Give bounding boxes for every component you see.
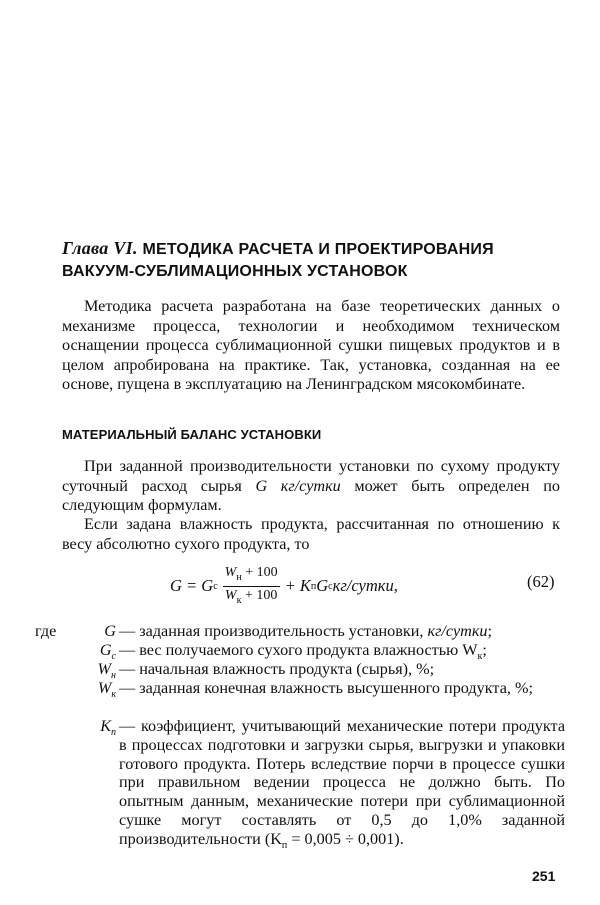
def1-text-a: — вес получаемого сухого продукта влажностью W bbox=[119, 641, 478, 659]
def0-text-a: — заданная производительность установки, bbox=[119, 622, 428, 640]
definition-item bbox=[35, 622, 565, 641]
def3-text: — заданная конечная влажность высушенного продукта, %; bbox=[119, 679, 533, 697]
def0-text bbox=[119, 622, 565, 641]
formula-plus-k: + K bbox=[284, 576, 311, 595]
formula-unit: кг/сутки, bbox=[332, 576, 398, 595]
def1-sym: G bbox=[99, 641, 112, 659]
def4-sym: K bbox=[100, 717, 111, 735]
def2-sub: н bbox=[111, 670, 116, 682]
formula-sub-c: с bbox=[213, 580, 218, 592]
paragraph-1 bbox=[62, 457, 560, 516]
equation-number: (62) bbox=[527, 572, 555, 591]
where-word: где bbox=[35, 622, 57, 640]
def0-sym: G bbox=[104, 622, 116, 640]
num-rest: + 100 bbox=[241, 564, 278, 580]
def-symbol bbox=[35, 679, 116, 705]
den-rest: + 100 bbox=[241, 587, 278, 603]
def4-text-a: — коэффициент, учитывающий механические потери продукта в процессах подготовки и загрузки сырья, выгрузки и упаковки готового продукта. Потерь вследствие порчи в процессе сушки при правильном ведении процесса не должно быть. По опытным данным, механические потери при сублимационной сушке могут составлять от 0,5 до 1,0% заданной производительности (K bbox=[119, 717, 565, 848]
formula-lhs: G = G bbox=[170, 576, 214, 595]
formula-numerator bbox=[223, 564, 280, 587]
para1-text-a: При заданной производительности установки по сухому продукту суточный расход сырья bbox=[62, 457, 560, 495]
para1-text-b: может быть определен по следующим формулам. bbox=[62, 476, 560, 515]
def-symbol bbox=[35, 622, 116, 641]
def2-text: — начальная влажность продукта (сырья), %; bbox=[119, 660, 435, 678]
def1-extra: ; bbox=[482, 641, 487, 659]
def-symbol bbox=[35, 717, 116, 743]
section-heading: МАТЕРИАЛЬНЫЙ БАЛАНС УСТАНОВКИ bbox=[62, 427, 322, 442]
def3-sym: W bbox=[97, 679, 112, 697]
def0-text-b: ; bbox=[487, 622, 493, 640]
formula-sub-p: п bbox=[310, 580, 317, 592]
formula-sub-c2: с bbox=[328, 580, 333, 592]
num-w: W bbox=[224, 564, 237, 580]
paragraph-2: Если задана влажность продукта, рассчитанная по отношению к весу абсолютно сухого продукта, то bbox=[62, 515, 560, 553]
intro-paragraph: Методика расчета разработана на базе теоретических данных о механизме процесса, технологии и необходимом техническом оснащении процесса сублимационной сушки пищевых продуктов и в целом апробирована на практике. Так, установка, созданная на ее основе, пущена в эксплуатацию на Ленинградском мясокомбинате. bbox=[62, 297, 560, 394]
def4-text bbox=[119, 717, 565, 856]
chapter-title-line2: ВАКУУМ-СУБЛИМАЦИОННЫХ УСТАНОВОК bbox=[62, 263, 408, 280]
chapter-title bbox=[62, 237, 562, 283]
def1-sub-k: к bbox=[477, 651, 483, 663]
chapter-title-line1: МЕТОДИКА РАСЧЕТА И ПРОЕКТИРОВАНИЯ bbox=[142, 241, 494, 258]
den-sub: к bbox=[236, 594, 242, 606]
def4-sub: п bbox=[111, 727, 116, 739]
definition-item bbox=[35, 660, 565, 682]
definition-item bbox=[35, 679, 565, 717]
formula-62 bbox=[170, 566, 398, 606]
formula-g2: G bbox=[316, 576, 329, 595]
def3-sub: к bbox=[111, 689, 116, 701]
page-number: 251 bbox=[532, 868, 556, 884]
def1-sub: с bbox=[111, 651, 116, 663]
definition-item bbox=[35, 717, 565, 856]
num-sub: н bbox=[236, 571, 242, 583]
para1-unit: G кг/сутки bbox=[255, 476, 341, 495]
chapter-label: Глава VI. bbox=[62, 238, 138, 258]
definition-item bbox=[35, 641, 565, 663]
formula-denominator bbox=[223, 587, 279, 609]
def4-extra: = 0,005 ÷ 0,001). bbox=[287, 829, 404, 848]
def4-sub-p: п bbox=[281, 840, 288, 852]
formula-fraction bbox=[223, 564, 280, 609]
definitions-list bbox=[35, 622, 565, 856]
den-w: W bbox=[224, 587, 237, 603]
def0-unit: кг/сутки bbox=[427, 622, 488, 640]
def2-sym: W bbox=[97, 660, 112, 678]
